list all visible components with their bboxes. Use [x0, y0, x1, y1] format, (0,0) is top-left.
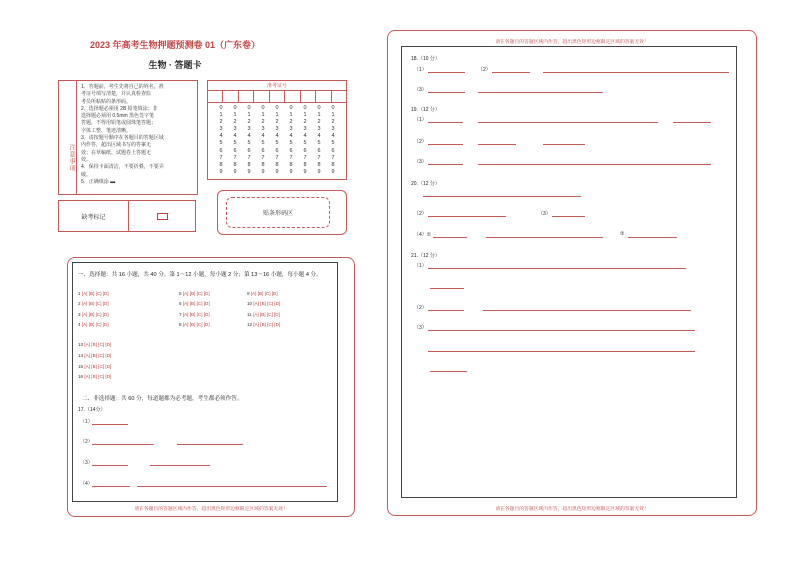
- exam-digit-bubble[interactable]: 5: [219, 140, 223, 147]
- exam-digit-bubble[interactable]: 4: [289, 133, 293, 140]
- exam-digit-bubble[interactable]: 9: [219, 168, 223, 175]
- question-number: 5: [179, 291, 182, 296]
- q17-title: 17.（14分）: [78, 407, 106, 413]
- answer-region-left: [72, 262, 338, 502]
- exam-digit-bubble[interactable]: 5: [275, 140, 279, 147]
- q17-part3: （3）: [80, 460, 93, 466]
- absent-checkbox[interactable]: [157, 213, 168, 220]
- q18-line[interactable]: [478, 92, 603, 93]
- exam-digit-bubble[interactable]: 0: [233, 105, 237, 111]
- exam-digit-bubble[interactable]: 8: [331, 161, 335, 168]
- q20-line[interactable]: [552, 216, 585, 217]
- q17-line[interactable]: [92, 444, 154, 445]
- q17-line[interactable]: [137, 486, 327, 487]
- exam-digit-bubble[interactable]: 3: [233, 126, 237, 133]
- exam-digit-bubble[interactable]: 0: [317, 105, 321, 111]
- exam-digit-bubble[interactable]: 3: [317, 126, 321, 133]
- q20-line[interactable]: [486, 237, 603, 238]
- exam-number-box: [207, 80, 347, 180]
- q21-line[interactable]: [483, 310, 691, 311]
- q21-part1: （1）: [414, 263, 427, 269]
- choice-options[interactable]: [A] [B] [C] [D]: [81, 291, 109, 296]
- choice-options[interactable]: [A] [B] [C] [D]: [81, 312, 109, 317]
- exam-digit-column[interactable]: [289, 105, 292, 176]
- choice-question-3[interactable]: [78, 312, 109, 317]
- q17-part1: （1）: [80, 419, 93, 425]
- exam-digit-bubble[interactable]: 7: [317, 154, 321, 161]
- question-number: 3: [78, 312, 81, 317]
- exam-digit-bubble[interactable]: 9: [275, 168, 279, 175]
- exam-digit-column[interactable]: [247, 105, 250, 176]
- exam-digit-bubble[interactable]: 5: [233, 140, 237, 147]
- exam-digit-bubble[interactable]: 0: [303, 105, 307, 111]
- exam-digit-bubble[interactable]: 6: [261, 147, 265, 154]
- exam-digit-bubble[interactable]: 2: [233, 119, 237, 126]
- exam-digit-bubble[interactable]: 3: [261, 126, 265, 133]
- exam-digit-bubble[interactable]: 0: [289, 105, 293, 111]
- section1-heading: 一、选择题：共 16 小题，共 40 分。第 1～12 小题，每小题 2 分；第 13～16 小题，每小题 4 分。: [78, 272, 322, 278]
- exam-digit-bubble[interactable]: 7: [233, 154, 237, 161]
- notice-text: 1．答题前，考生先将自己的姓名，准 考证号填写清楚，并认真检查监 考员所粘贴的条形码。 2．选择题必须用 2B 铅笔填涂；非 选择题必须用 0.5mm 黑色签字笔 答题，不得用铅笔或圆珠笔答题； 字体工整、笔迹清晰。 3．请按题号顺序在各题目的答题区域 内作答，超出区域书写的答案无 效；在草稿纸、试题卷上答题无 效。 4．保持卡面清洁，不要折叠，不要弄 破。 5．正确填涂 ▬: [81, 84, 164, 185]
- question-number: 12: [247, 322, 253, 327]
- exam-digit-bubble[interactable]: 2: [247, 119, 251, 126]
- exam-digit-bubble[interactable]: 0: [275, 105, 279, 111]
- exam-digit-column[interactable]: [233, 105, 236, 176]
- q21-line[interactable]: [428, 268, 686, 269]
- q20-part4b: ②: [620, 231, 625, 237]
- exam-digit-bubble[interactable]: 3: [331, 126, 335, 133]
- exam-digit-bubble[interactable]: 1: [303, 112, 307, 119]
- notice-label: 注意事项: [59, 81, 77, 194]
- q19-line[interactable]: [543, 144, 585, 145]
- exam-digit-bubble[interactable]: 6: [219, 147, 223, 154]
- exam-digit-bubble[interactable]: 7: [247, 154, 251, 161]
- question-number: 13: [78, 342, 84, 347]
- exam-digit-bubble[interactable]: 5: [289, 140, 293, 147]
- exam-digit-bubble[interactable]: 5: [317, 140, 321, 147]
- exam-digit-bubble[interactable]: 3: [303, 126, 307, 133]
- q18-line[interactable]: [428, 72, 465, 73]
- exam-digit-bubble[interactable]: 3: [275, 126, 279, 133]
- exam-digit-bubble[interactable]: 9: [331, 168, 335, 175]
- notice-box: [58, 80, 198, 195]
- question-number: 11: [247, 312, 252, 317]
- exam-digit-column[interactable]: [275, 105, 278, 176]
- exam-digit-column[interactable]: [331, 105, 334, 176]
- exam-digit-bubble[interactable]: 8: [275, 161, 279, 168]
- exam-digit-bubble[interactable]: 7: [261, 154, 265, 161]
- choice-options[interactable]: [A] [B] [C] [D]: [182, 301, 210, 306]
- exam-digit-bubble[interactable]: 6: [303, 147, 307, 154]
- absent-label: 缺考标记: [59, 201, 129, 231]
- exam-digit-bubble[interactable]: 7: [303, 154, 307, 161]
- q20-part2: （2）: [414, 211, 427, 217]
- q17-line[interactable]: [92, 424, 128, 425]
- exam-digit-bubble[interactable]: 1: [275, 112, 279, 119]
- exam-digit-bubble[interactable]: 8: [233, 161, 237, 168]
- exam-digit-bubble[interactable]: 6: [247, 147, 251, 154]
- q19-part2: （2）: [414, 139, 427, 145]
- choice-question-14[interactable]: [78, 353, 111, 358]
- exam-digit-bubble[interactable]: 1: [261, 112, 265, 119]
- q18-line[interactable]: [492, 72, 530, 73]
- choice-options[interactable]: [A] [B] [C] [D]: [253, 301, 281, 306]
- exam-digit-bubble[interactable]: 7: [289, 154, 293, 161]
- exam-digit-bubble[interactable]: 3: [289, 126, 293, 133]
- q19-line[interactable]: [428, 122, 463, 123]
- exam-digit-bubble[interactable]: 6: [331, 147, 335, 154]
- exam-digit-bubble[interactable]: 0: [261, 105, 265, 111]
- choice-options[interactable]: [A] [B] [C] [D]: [84, 364, 112, 369]
- choice-question-12[interactable]: [247, 322, 280, 327]
- choice-question-6[interactable]: [179, 301, 210, 306]
- choice-options[interactable]: [A] [B] [C] [D]: [250, 291, 278, 296]
- q21-part3: （3）: [414, 325, 427, 331]
- exam-digit-bubble[interactable]: 4: [247, 133, 251, 140]
- choice-options[interactable]: [A] [B] [C] [D]: [182, 322, 210, 327]
- question-number: 8: [179, 322, 182, 327]
- choice-options[interactable]: [A] [B] [C] [D]: [81, 322, 109, 327]
- page-title: 2023 年高考生物押题预测卷 01（广东卷）: [89, 40, 261, 50]
- exam-digit-bubble[interactable]: 8: [289, 161, 293, 168]
- choice-question-15[interactable]: [78, 364, 111, 369]
- exam-digit-bubble[interactable]: 9: [303, 168, 307, 175]
- section2-heading: 二、非选择题：共 60 分，每道题都为必考题，考生都必须作答。: [82, 396, 243, 402]
- exam-digit-bubble[interactable]: 7: [219, 154, 223, 161]
- q20-line[interactable]: [423, 196, 581, 197]
- exam-digit-bubble[interactable]: 6: [289, 147, 293, 154]
- absent-mark-box: [58, 200, 196, 232]
- q20-line[interactable]: [428, 216, 506, 217]
- q20-line[interactable]: [628, 237, 677, 238]
- exam-digit-bubble[interactable]: 2: [275, 119, 279, 126]
- q17-line[interactable]: [92, 465, 128, 466]
- q20-part3: （3）: [538, 211, 551, 217]
- question-number: 10: [247, 301, 253, 306]
- exam-digit-bubble[interactable]: 1: [289, 112, 293, 119]
- exam-digit-bubble[interactable]: 9: [289, 168, 293, 175]
- q21-line[interactable]: [428, 310, 464, 311]
- exam-digit-bubble[interactable]: 3: [219, 126, 223, 133]
- choice-question-2[interactable]: [78, 301, 109, 306]
- q18-line[interactable]: [543, 72, 729, 73]
- q19-line[interactable]: [478, 122, 658, 123]
- exam-digit-bubble[interactable]: 6: [317, 147, 321, 154]
- exam-digit-bubble[interactable]: 4: [233, 133, 237, 140]
- footer-note-left: 请在各题目的答题区域内作答，超出黑色矩形边框限定区域的答案无效！: [134, 507, 288, 512]
- exam-digit-column[interactable]: [219, 105, 222, 176]
- exam-digit-bubble[interactable]: 9: [233, 168, 237, 175]
- q21-line[interactable]: [428, 351, 695, 352]
- answer-region-right: [401, 46, 737, 498]
- question-number: 15: [78, 364, 84, 369]
- exam-digit-bubble[interactable]: 8: [317, 161, 321, 168]
- q20-line[interactable]: [433, 237, 467, 238]
- q21-line[interactable]: [428, 330, 695, 331]
- exam-digit-column[interactable]: [303, 105, 306, 176]
- exam-digit-bubble[interactable]: 2: [331, 119, 335, 126]
- exam-digit-bubble[interactable]: 2: [289, 119, 293, 126]
- q20-title: 20.（12 分）: [411, 181, 440, 187]
- q19-title: 19.（12 分）: [411, 107, 440, 113]
- choice-question-5[interactable]: [179, 291, 210, 296]
- exam-digit-bubble[interactable]: 3: [247, 126, 251, 133]
- q17-line[interactable]: [177, 444, 243, 445]
- exam-digit-bubble[interactable]: 0: [331, 105, 335, 111]
- exam-digit-bubble[interactable]: 1: [331, 112, 335, 119]
- q21-line[interactable]: [430, 288, 464, 289]
- exam-digit-bubble[interactable]: 1: [233, 112, 237, 119]
- q21-part2: （2）: [414, 305, 427, 311]
- choice-question-7[interactable]: [179, 312, 210, 317]
- q19-line[interactable]: [428, 144, 463, 145]
- q17-part2: （2）: [80, 439, 93, 445]
- choice-question-16[interactable]: [78, 374, 111, 379]
- exam-digit-bubble[interactable]: 9: [247, 168, 251, 175]
- question-number: 1: [78, 291, 81, 296]
- question-number: 2: [78, 301, 81, 306]
- exam-digit-bubble[interactable]: 7: [331, 154, 335, 161]
- exam-digit-bubble[interactable]: 8: [261, 161, 265, 168]
- exam-digit-bubble[interactable]: 8: [303, 161, 307, 168]
- exam-digit-bubble[interactable]: 9: [261, 168, 265, 175]
- exam-number-label: 准考证号: [208, 81, 346, 91]
- exam-digit-bubble[interactable]: 2: [317, 119, 321, 126]
- exam-digit-bubble[interactable]: 4: [317, 133, 321, 140]
- exam-digit-bubble[interactable]: 8: [219, 161, 223, 168]
- q19-part1: （1）: [414, 117, 427, 123]
- header-note-right: 请在各题目的答题区域内作答，超出黑色矩形边框限定区域的答案无效！: [495, 40, 649, 45]
- exam-digit-bubble[interactable]: 7: [275, 154, 279, 161]
- question-number: 6: [179, 301, 182, 306]
- exam-digit-bubble[interactable]: 5: [247, 140, 251, 147]
- exam-digit-bubble[interactable]: 5: [331, 140, 335, 147]
- exam-digit-bubble[interactable]: 2: [303, 119, 307, 126]
- exam-digit-bubble[interactable]: 4: [303, 133, 307, 140]
- exam-digit-bubble[interactable]: 0: [247, 105, 251, 111]
- exam-digit-bubble[interactable]: 4: [261, 133, 265, 140]
- exam-digit-bubble[interactable]: 1: [247, 112, 251, 119]
- choice-options[interactable]: [A] [B] [C] [D]: [84, 342, 112, 347]
- exam-digit-column[interactable]: [261, 105, 264, 176]
- exam-digit-bubble[interactable]: 6: [233, 147, 237, 154]
- exam-digit-bubble[interactable]: 4: [219, 133, 223, 140]
- q18-part2: （2）: [478, 67, 491, 73]
- choice-options[interactable]: [A] [B] [C] [D]: [253, 312, 280, 317]
- barcode-label: 贴条形码区: [226, 197, 330, 228]
- q19-part3: （3）: [414, 159, 427, 165]
- q20-part4a: （4）①: [414, 232, 432, 238]
- exam-digit-column[interactable]: [317, 105, 320, 176]
- choice-question-11[interactable]: [247, 312, 280, 317]
- choice-options[interactable]: [A] [B] [C] [D]: [84, 353, 112, 358]
- choice-question-10[interactable]: [247, 301, 280, 306]
- q18-part3: （3）: [414, 87, 427, 93]
- q18-line[interactable]: [428, 92, 465, 93]
- choice-options[interactable]: [A] [B] [C] [D]: [84, 374, 112, 379]
- q18-title: 18.（10 分）: [411, 56, 440, 62]
- exam-digit-bubble[interactable]: 2: [261, 119, 265, 126]
- choice-question-13[interactable]: [78, 342, 111, 347]
- question-number: 4: [78, 322, 81, 327]
- choice-question-4[interactable]: [78, 322, 109, 327]
- question-number: 16: [78, 374, 84, 379]
- choice-options[interactable]: [A] [B] [C] [D]: [253, 322, 281, 327]
- exam-digit-bubble[interactable]: 4: [331, 133, 335, 140]
- q21-line[interactable]: [430, 371, 467, 372]
- exam-digit-bubble[interactable]: 1: [317, 112, 321, 119]
- question-number: 7: [179, 312, 182, 317]
- exam-digit-bubble[interactable]: 1: [219, 112, 223, 119]
- exam-digit-bubble[interactable]: 8: [247, 161, 251, 168]
- question-number: 9: [247, 291, 250, 296]
- exam-digit-bubble[interactable]: 2: [219, 119, 223, 126]
- q17-line[interactable]: [92, 486, 130, 487]
- q19-line[interactable]: [478, 144, 516, 145]
- q17-line[interactable]: [150, 465, 210, 466]
- choice-options[interactable]: [A] [B] [C] [D]: [81, 301, 109, 306]
- card-subtitle: 生物 · 答题卡: [148, 60, 202, 70]
- exam-digit-bubble[interactable]: 5: [303, 140, 307, 147]
- exam-digit-bubble[interactable]: 5: [261, 140, 265, 147]
- q19-line[interactable]: [478, 164, 711, 165]
- footer-note-right: 请在各题目的答题区域内作答，超出黑色矩形边框限定区域的答案无效！: [495, 507, 649, 512]
- q21-title: 21.（12 分）: [411, 253, 440, 259]
- choice-options[interactable]: [A] [B] [C] [D]: [182, 291, 210, 296]
- q19-line[interactable]: [428, 164, 463, 165]
- exam-digit-bubble[interactable]: 9: [317, 168, 321, 175]
- q19-line[interactable]: [673, 122, 711, 123]
- choice-question-1[interactable]: [78, 291, 109, 296]
- q18-part1: （1）: [414, 67, 427, 73]
- exam-digit-bubble[interactable]: 6: [275, 147, 279, 154]
- exam-number-bubbles[interactable]: [208, 103, 346, 178]
- choice-question-9[interactable]: [247, 291, 278, 296]
- question-number: 14: [78, 353, 84, 358]
- choice-question-8[interactable]: [179, 322, 210, 327]
- exam-digit-bubble[interactable]: 4: [275, 133, 279, 140]
- choice-options[interactable]: [A] [B] [C] [D]: [182, 312, 210, 317]
- exam-number-write-boxes[interactable]: [208, 91, 346, 103]
- q17-part4: （4）: [80, 481, 93, 487]
- exam-digit-bubble[interactable]: 0: [219, 105, 223, 111]
- barcode-area: [217, 190, 347, 235]
